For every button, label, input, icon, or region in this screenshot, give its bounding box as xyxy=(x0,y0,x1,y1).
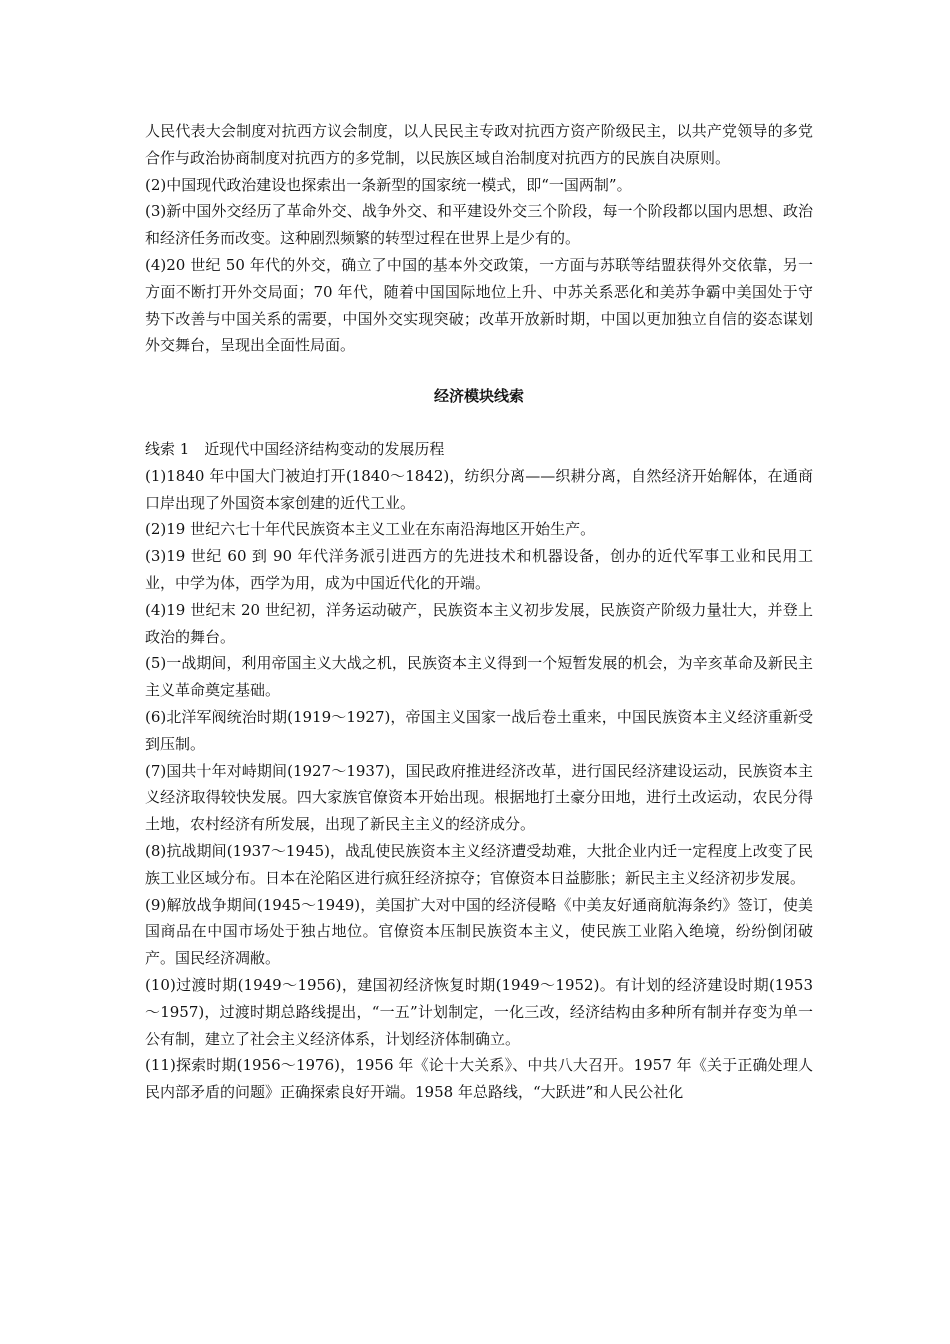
paragraph: (2)中国现代政治建设也探索出一条新型的国家统一模式，即“一国两制”。 xyxy=(145,175,632,194)
paragraph: (5)一战期间，利用帝国主义大战之机，民族资本主义得到一个短暂发展的机会，为辛亥革命及新民主主义革命奠定基础。 xyxy=(145,654,813,700)
paragraph: (9)解放战争期间(1945～1949)，美国扩大对中国的经济侵略《中美友好通商航海条约》签订，使美国商品在中国市场处于独占地位。官僚资本压制民族资本主义，使民族工业陷入绝境，纷纷倒闭破产。国民经济凋敝。 xyxy=(145,895,813,968)
paragraph: (4)19 世纪末 20 世纪初，洋务运动破产，民族资本主义初步发展，民族资产阶级力量壮大，并登上政治的舞台。 xyxy=(145,600,813,646)
section-heading: 经济模块线索 xyxy=(433,387,524,406)
paragraph: (11)探索时期(1956～1976)，1956 年《论十大关系》、中共八大召开。1957 年《关于正确处理人民内部矛盾的问题》正确探索良好开端。1958 年总路线，“大跃进”和人民公社化 xyxy=(145,1056,813,1102)
politics-section xyxy=(145,118,813,359)
economy-section xyxy=(145,436,813,1106)
paragraph: (3)新中国外交经历了革命外交、战争外交、和平建设外交三个阶段，每一个阶段都以国内思想、政治和经济任务而改变。这种剧烈频繁的转型过程在世界上是少有的。 xyxy=(145,202,813,248)
paragraph: (3)19 世纪 60 到 90 年代洋务派引进西方的先进技术和机器设备，创办的近代军事工业和民用工业，中学为体，西学为用，成为中国近代化的开端。 xyxy=(145,547,813,592)
paragraph: (6)北洋军阀统治时期(1919～1927)，帝国主义国家一战后卷土重来，中国民族资本主义经济重新受到压制。 xyxy=(145,707,813,753)
paragraph: (8)抗战期间(1937～1945)，战乱使民族资本主义经济遭受劫难，大批企业内迁一定程度上改变了民族工业区域分布。日本在沦陷区进行疯狂经济掠夺；官僚资本日益膨胀；新民主主义经济初步发展。 xyxy=(145,841,813,887)
paragraph: (2)19 世纪六七十年代民族资本主义工业在东南沿海地区开始生产。 xyxy=(145,520,596,539)
paragraph: (10)过渡时期(1949～1956)，建国初经济恢复时期(1949～1952)。有计划的经济建设时期(1953～1957)，过渡时期总路线提出，“一五”计划制定，一化三改，经济结构由多种所有制并存变为单一公有制，建立了社会主义经济体系，计划经济体制确立。 xyxy=(145,975,813,1048)
paragraph: (7)国共十年对峙期间(1927～1937)，国民政府推进经济改革，进行国民经济建设运动，民族资本主义经济取得较快发展。四大家族官僚资本开始出现。根据地打土豪分田地，进行土改运动，农民分得土地，农村经济有所发展，出现了新民主主义的经济成分。 xyxy=(145,761,813,834)
paragraph: 人民代表大会制度对抗西方议会制度，以人民民主专政对抗西方资产阶级民主，以共产党领导的多党合作与政治协商制度对抗西方的多党制，以民族区域自治制度对抗西方的民族自决原则。 xyxy=(145,122,813,167)
paragraph: (4)20 世纪 50 年代的外交，确立了中国的基本外交政策，一方面与苏联等结盟获得外交依靠，另一方面不断打开外交局面；70 年代，随着中国国际地位上升、中苏关系恶化和美苏争霸中美国处于守势下改善与中国关系的需要，中国外交实现突破；改革开放新时期，中国以更加独立自信的姿态谋划外交舞台，呈现出全面性局面。 xyxy=(145,255,813,355)
clue-title: 线索 1 近现代中国经济结构变动的发展历程 xyxy=(145,439,445,458)
paragraph: (1)1840 年中国大门被迫打开(1840～1842)，纺织分离——织耕分离，自然经济开始解体，在通商口岸出现了外国资本家创建的近代工业。 xyxy=(145,466,813,512)
document-page xyxy=(145,118,813,1106)
